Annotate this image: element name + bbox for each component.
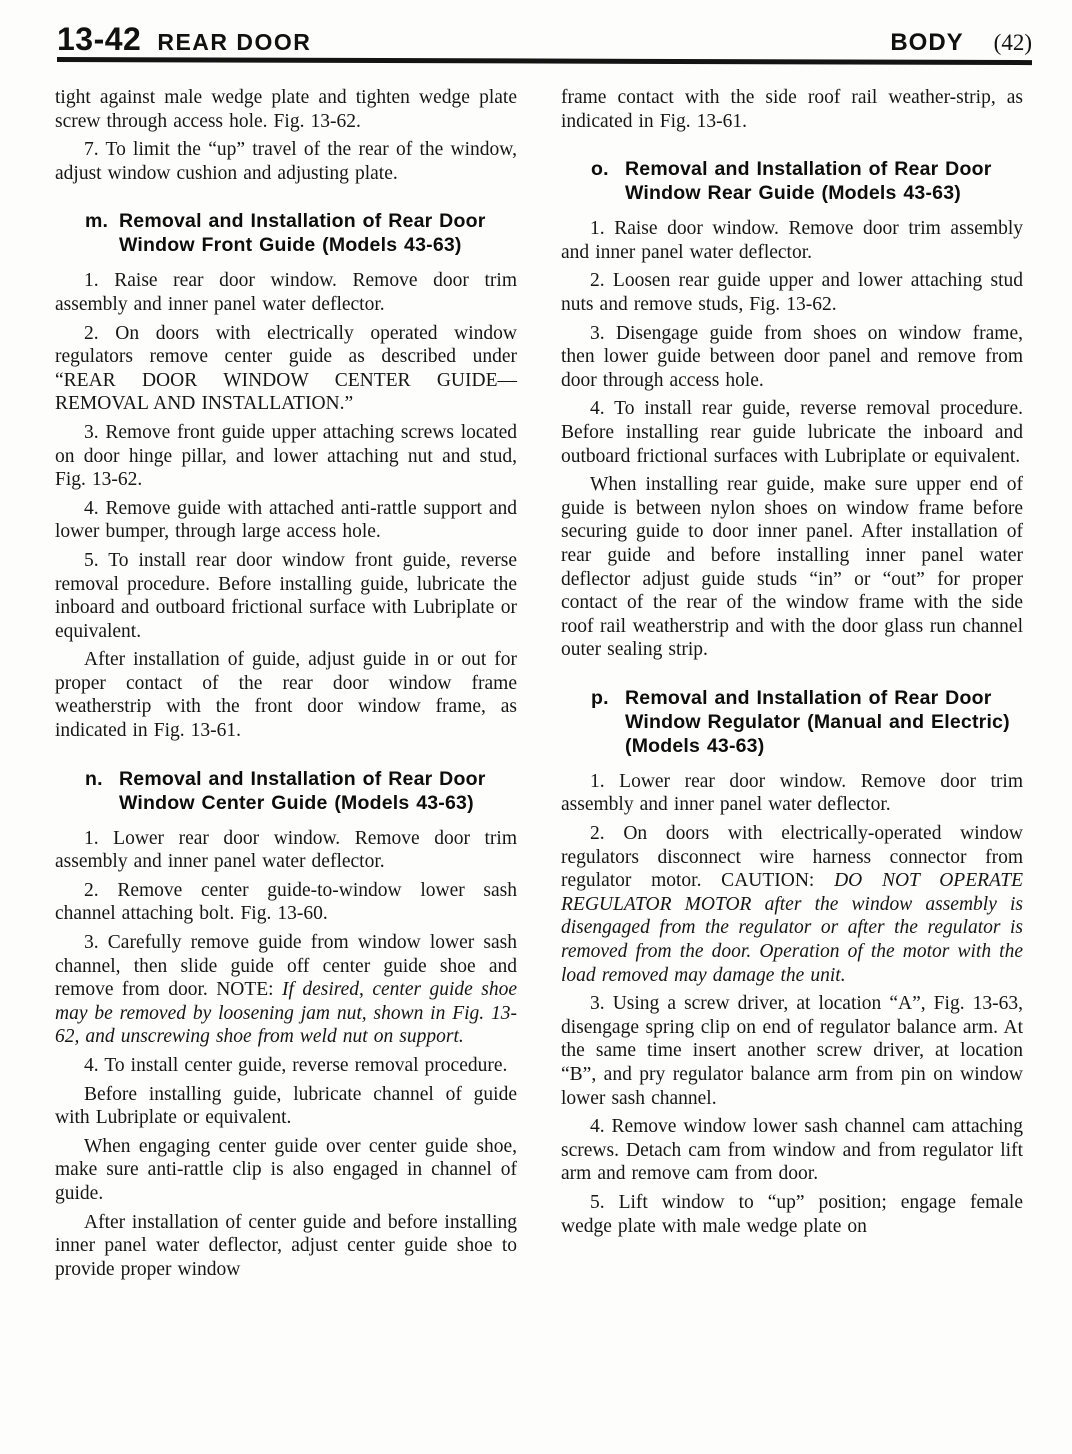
header-right [890, 29, 1032, 57]
section-number: 13-42 [57, 21, 142, 57]
text-run: Before installing guide, lubricate channel of guide with Lubriplate or equivalent. [55, 1083, 517, 1129]
paragraph [55, 322, 517, 416]
section-letter: o. [591, 158, 609, 181]
paragraph [561, 992, 1023, 1110]
text-run: 2. Loosen rear guide upper and lower attaching stud nuts and remove studs, Fig. 13-62. [561, 270, 1023, 315]
section-heading-line: Window Regulator (Manual and Electric) [625, 710, 1010, 733]
text-run: 2. On doors with electrically-operated window regulators disconnect wire harness connector from regulator motor. CAUTION: [561, 823, 1023, 892]
text-run: 5. To install rear door window front guide, reverse removal procedure. Before installing guide, lubricate the inboard and outboard frictional surface with Lubriplate or equivalent. [55, 549, 517, 642]
italic-run: If desired, center guide shoe may be removed by loosening jam nut, shown in Fig. 13-62, and unscrewing shoe from weld nut on support. [55, 979, 517, 1048]
paragraph [55, 549, 517, 643]
paragraph [55, 138, 517, 185]
section-heading-line: Removal and Installation of Rear Door [625, 158, 992, 181]
paragraph [55, 86, 517, 133]
section-heading [55, 767, 517, 815]
section-title: REAR DOOR [157, 29, 312, 55]
text-run: 3. Using a screw driver, at location “A”, Fig. 13-63, disengage spring clip on end of regulator balance arm. At the same time insert another screw driver, at location “B”, and pry regulator balance arm from pin on window lower sash channel. [561, 993, 1023, 1109]
text-run: 5. Lift window to “up” position; engage female wedge plate with male wedge plate on [561, 1191, 1023, 1237]
header-left [57, 21, 311, 58]
section-heading [55, 209, 517, 257]
page-body [55, 86, 1023, 1286]
paragraph [55, 497, 517, 544]
page-header [57, 21, 1032, 58]
paragraph [55, 931, 517, 1049]
text-run: 1. Raise rear door window. Remove door trim assembly and inner panel water deflector. [55, 270, 517, 315]
section-heading [561, 686, 1023, 758]
section-heading-line: Removal and Installation of Rear Door [119, 767, 486, 790]
chapter-title: BODY [890, 29, 964, 56]
paragraph [561, 473, 1023, 662]
text-run: 1. Raise door window. Remove door trim assembly and inner panel water deflector. [561, 218, 1023, 263]
paragraph [561, 1115, 1023, 1186]
section-heading [561, 157, 1023, 205]
section-heading-lines [119, 767, 517, 815]
section-heading-lines [119, 209, 517, 257]
paragraph [55, 879, 517, 926]
text-run: 3. Carefully remove guide from window lower sash channel, then slide guide off center guide shoe and remove from door. NOTE: [55, 932, 517, 1001]
paragraph [561, 822, 1023, 987]
text-run: 2. Remove center guide-to-window lower sash channel attaching bolt. Fig. 13-60. [55, 879, 517, 925]
text-run: After installation of center guide and before installing inner panel water deflector, adjust center guide shoe to provide proper window [55, 1211, 517, 1280]
text-run: When installing rear guide, make sure upper end of guide is between nylon shoes on window frame before securing guide to door inner panel. After installation of rear guide and before installing inner panel water deflector adjust guide studs “in” or “out” for proper contact of the rear of the window frame with the side roof rail weatherstrip and with the door glass run channel outer sealing strip. [561, 474, 1023, 661]
paragraph [561, 86, 1023, 133]
section-heading-line: Removal and Installation of Rear Door [625, 686, 992, 709]
section-heading-line: Window Rear Guide (Models 43-63) [625, 182, 961, 205]
paragraph [55, 1054, 517, 1078]
text-run: 4. Remove window lower sash channel cam attaching screws. Detach cam from window and from regulator lift arm and remove cam from door. [561, 1116, 1023, 1185]
section-heading-line: Window Center Guide (Models 43-63) [119, 791, 474, 814]
right-column [561, 86, 1023, 1286]
text-run: 2. On doors with electrically operated window regulators remove center guide as described under “REAR DOOR WINDOW CENTER GUIDE—REMOVAL AND INSTALLATION.” [55, 322, 517, 415]
paragraph [561, 322, 1023, 393]
paragraph [55, 648, 517, 742]
section-heading-lines [625, 157, 1023, 205]
text-run: When engaging center guide over center guide shoe, make sure anti-rattle clip is also engaged in channel of guide. [55, 1135, 517, 1204]
left-column [55, 86, 517, 1286]
section-heading-line: (Models 43-63) [625, 734, 765, 757]
text-run: After installation of guide, adjust guide in or out for proper contact of the rear door window frame weatherstrip with the front door window frame, as indicated in Fig. 13-61. [55, 649, 517, 742]
paragraph [55, 827, 517, 874]
paragraph [561, 269, 1023, 316]
paragraph [55, 421, 517, 492]
text-run: 1. Lower rear door window. Remove door trim assembly and inner panel water deflector. [55, 827, 517, 873]
text-run: 7. To limit the “up” travel of the rear of the window, adjust window cushion and adjusting plate. [55, 139, 517, 184]
page-number: (42) [993, 30, 1032, 55]
paragraph [55, 269, 517, 316]
section-heading-line: Removal and Installation of Rear Door [119, 210, 486, 233]
text-run: frame contact with the side roof rail weather-strip, as indicated in Fig. 13-61. [561, 87, 1023, 132]
paragraph [561, 217, 1023, 264]
text-run: 3. Disengage guide from shoes on window frame, then lower guide between door panel and remove from door through access hole. [561, 322, 1023, 391]
paragraph [561, 397, 1023, 468]
paragraph [55, 1135, 517, 1206]
paragraph [561, 770, 1023, 817]
italic-run: DO NOT OPERATE REGULATOR MOTOR after the window assembly is disengaged from the regulator or after the regulator is removed from the door. Operation of the motor with the load removed may damage the unit. [561, 870, 1023, 986]
text-run: 3. Remove front guide upper attaching screws located on door hinge pillar, and lower attaching nut and stud, Fig. 13-62. [55, 421, 517, 491]
section-letter: p. [591, 686, 609, 709]
paragraph [561, 1191, 1023, 1238]
text-run: tight against male wedge plate and tighten wedge plate screw through access hole. Fig. 13-62. [55, 87, 517, 132]
section-heading-line: Window Front Guide (Models 43-63) [119, 234, 462, 257]
text-run: 4. Remove guide with attached anti-rattle support and lower bumper, through large access hole. [55, 497, 517, 543]
paragraph [55, 1211, 517, 1282]
section-letter: m. [85, 210, 109, 233]
section-letter: n. [85, 767, 103, 790]
section-heading-lines [625, 686, 1023, 758]
header-rule [57, 57, 1032, 65]
text-run: 4. To install center guide, reverse removal procedure. [84, 1055, 508, 1076]
paragraph [55, 1083, 517, 1130]
text-run: 4. To install rear guide, reverse removal procedure. Before installing rear guide lubricate the inboard and outboard frictional surfaces with Lubriplate or equivalent. [561, 398, 1023, 467]
text-run: 1. Lower rear door window. Remove door trim assembly and inner panel water deflector. [561, 770, 1023, 816]
